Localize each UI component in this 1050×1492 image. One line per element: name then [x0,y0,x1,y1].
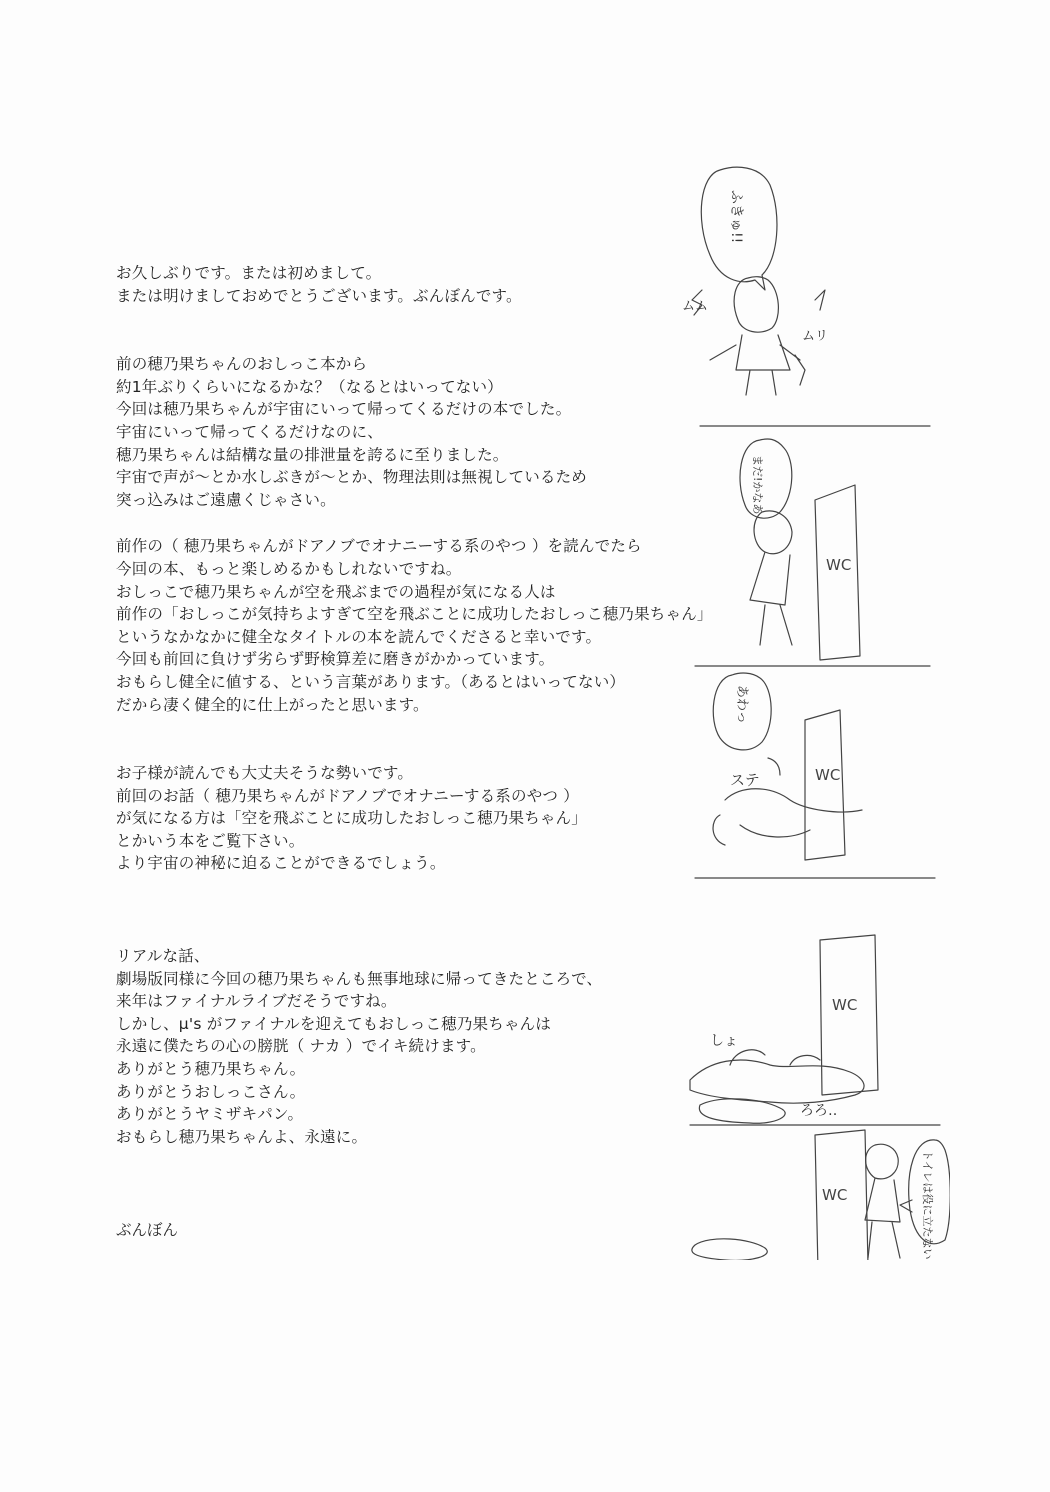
door-sign-4: WC [832,996,858,1014]
text-line: 突っ込みはご遠慮くじゃさい。 [116,490,336,509]
paragraph-greeting [116,262,696,307]
text-line: だから凄く健全的に仕上がったと思います。 [116,695,429,714]
text-line: 劇場版同様に今回の穂乃果ちゃんも無事地球に帰ってきたところで、 [116,969,603,988]
text-line: お子様が読んでも大丈夫そうな勢いです。 [116,764,414,783]
speech-bubble [740,439,792,518]
comic-panel-1 [692,167,825,395]
text-line: ありがとうヤミザキパン。 [116,1105,304,1124]
sfx-bottom-4: ろろ‥ [800,1103,838,1119]
bubble-text-2: まだ!かなあ [751,455,764,515]
text-line: おしっこで穂乃果ちゃんが空を飛ぶまでの過程が気になる人は [116,582,556,601]
text-line: 約1年ぶりくらいになるかな？（なるとはいってない） [116,377,503,396]
text-line: お久しぶりです。または初めまして。 [116,264,382,282]
text-line: 今回も前回に負けず劣らず野検算差に磨きがかかっています。 [116,650,555,669]
text-line: おもらし健全に値する、という言葉があります。（あるとはいってない） [116,672,626,691]
text-line: 前の穂乃果ちゃんのおしっこ本から [116,355,368,374]
door-frame [805,710,845,860]
sfx-top-4: しょ [710,1033,738,1049]
text-line: 前作の「おしっこが気持ちよすぎて空を飛ぶことに成功したおしっこ穂乃果ちゃん」 [116,605,713,624]
text-line: が気になる方は「空を飛ぶことに成功したおしっこ穂乃果ちゃん」 [116,809,588,828]
character-chibi [710,277,800,395]
text-line: しかし、μ's がファイナルを迎えてもおしっこ穂乃果ちゃんは [116,1014,552,1033]
text-line: ありがとう穂乃果ちゃん。 [116,1060,306,1079]
text-line: 穂乃果ちゃんは結構な量の排泄量を誇るに至りました。 [116,445,509,464]
bubble-text-5: トイレは役に立たない!! [921,1150,934,1260]
door-sign-3: WC [815,766,841,784]
text-line: リアルな話、 [116,947,210,966]
character-standing [865,1144,900,1258]
paragraph-prior-work [116,535,713,716]
sfx-right-1: ムリ [802,329,829,344]
text-line: 来年はファイナルライブだそうですね。 [116,992,397,1011]
sfx-trip-3: ステ [730,771,760,789]
text-line: 宇宙で声が～とか水しぶきが～とか、物理法則は無視しているため [116,468,588,487]
sfx-left-1: ムム [682,299,709,314]
text-line: より宇宙の神秘に迫ることができるでしょう。 [116,854,446,873]
door-sign-5: WC [822,1186,848,1204]
text-line: とかいう本をご覧下さい。 [116,831,305,850]
door-sign-2: WC [826,556,852,574]
text-line: おもらし穂乃果ちゃんよ、永遠に。 [116,1127,368,1146]
character-waiting [750,511,792,645]
text-line: 永遠に僕たちの心の膀胱（ ナカ ）でイキ続けます。 [116,1037,486,1056]
author-signature: ぶんぼん [116,1221,179,1239]
bubble-text-1: ふきゅ!! [728,190,744,244]
text-line: 宇宙にいって帰ってくるだけなのに、 [116,422,383,441]
bubble-text-3: あわっ [734,685,749,724]
comic-panel-5 [692,1130,950,1260]
text-line: 前作の（ 穂乃果ちゃんがドアノブでオナニーする系のやつ ）を読んでたら [116,537,642,556]
text-line: または明けましておめでとうございます。ぶんぼんです。 [116,286,522,305]
comic-sketch [680,160,950,1260]
text-line: 今回の本、もっと楽しめるかもしれないですね。 [116,559,462,578]
paragraph-real-talk [116,945,696,1148]
puddle [692,1239,767,1260]
text-line: 今回は穂乃果ちゃんが宇宙にいって帰ってくるだけの本でした。 [116,400,572,419]
comic-strip [680,160,950,1260]
paragraph-previous-book [116,353,696,511]
text-line: ありがとうおしっこさん。 [116,1082,306,1101]
comic-panel-4 [690,935,878,1123]
afterword-text [116,262,713,1148]
text-line: というなかなかに健全なタイトルの本を読んでくださると幸いです。 [116,627,602,646]
paragraph-children [116,762,696,875]
text-line: 前回のお話（ 穂乃果ちゃんがドアノブでオナニーする系のやつ ） [116,786,579,805]
character-collapsed [690,1050,864,1103]
